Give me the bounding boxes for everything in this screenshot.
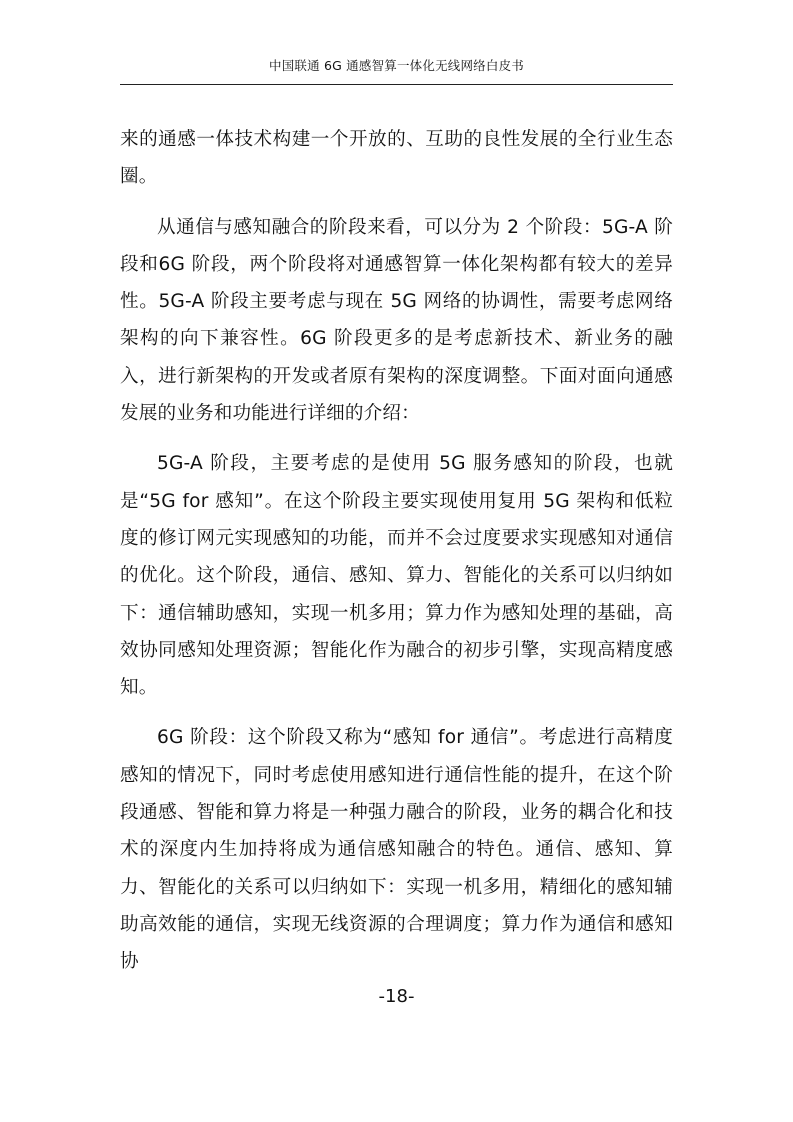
paragraph-5g-a-stage: 5G-A 阶段，主要考虑的是使用 5G 服务感知的阶段，也就是“5G for 感知”。在这个阶段主要实现使用复用 5G 架构和低粒度的修订网元实现感知的功能，而并不会过度要求实现感知对通信的优化。这个阶段，通信、感知、算力、智能化的关系可以归纳如下：通信辅助感知，实现一机多用；算力作为感知处理的基础，高效协同感知处理资源；智能化作为融合的初步引擎，实现高精度感知。 xyxy=(120,453,673,699)
paragraph-continuation: 来的通感一体技术构建一个开放的、互助的良性发展的全行业生态圈。 xyxy=(120,129,673,188)
body-text xyxy=(120,121,673,981)
page-number: -18- xyxy=(378,986,415,1007)
paragraph-6g-stage: 6G 阶段：这个阶段又称为“感知 for 通信”。考虑进行高精度感知的情况下，同时考虑使用感知进行通信性能的提升，在这个阶段通感、智能和算力将是一种强力融合的阶段，业务的耦合化和技术的深度内生加持将成为通信感知融合的特色。通信、感知、算力、智能化的关系可以归纳如下：实现一机多用，精细化的感知辅助高效能的通信，实现无线资源的合理调度；算力作为通信和感知协 xyxy=(120,727,673,973)
page-header-title: 中国联通 6G 通感智算一体化无线网络白皮书 xyxy=(269,58,524,73)
header-divider xyxy=(120,84,673,85)
paragraph-stages-overview: 从通信与感知融合的阶段来看，可以分为 2 个阶段：5G-A 阶段和6G 阶段，两个阶段将对通感智算一体化架构都有较大的差异性。5G-A 阶段主要考虑与现在 5G 网络的协调性，需要考虑网络架构的向下兼容性。6G 阶段更多的是考虑新技术、新业务的融入，进行新架构的开发或者原有架构的深度调整。下面对面向通感发展的业务和功能进行详细的介绍： xyxy=(120,216,673,425)
